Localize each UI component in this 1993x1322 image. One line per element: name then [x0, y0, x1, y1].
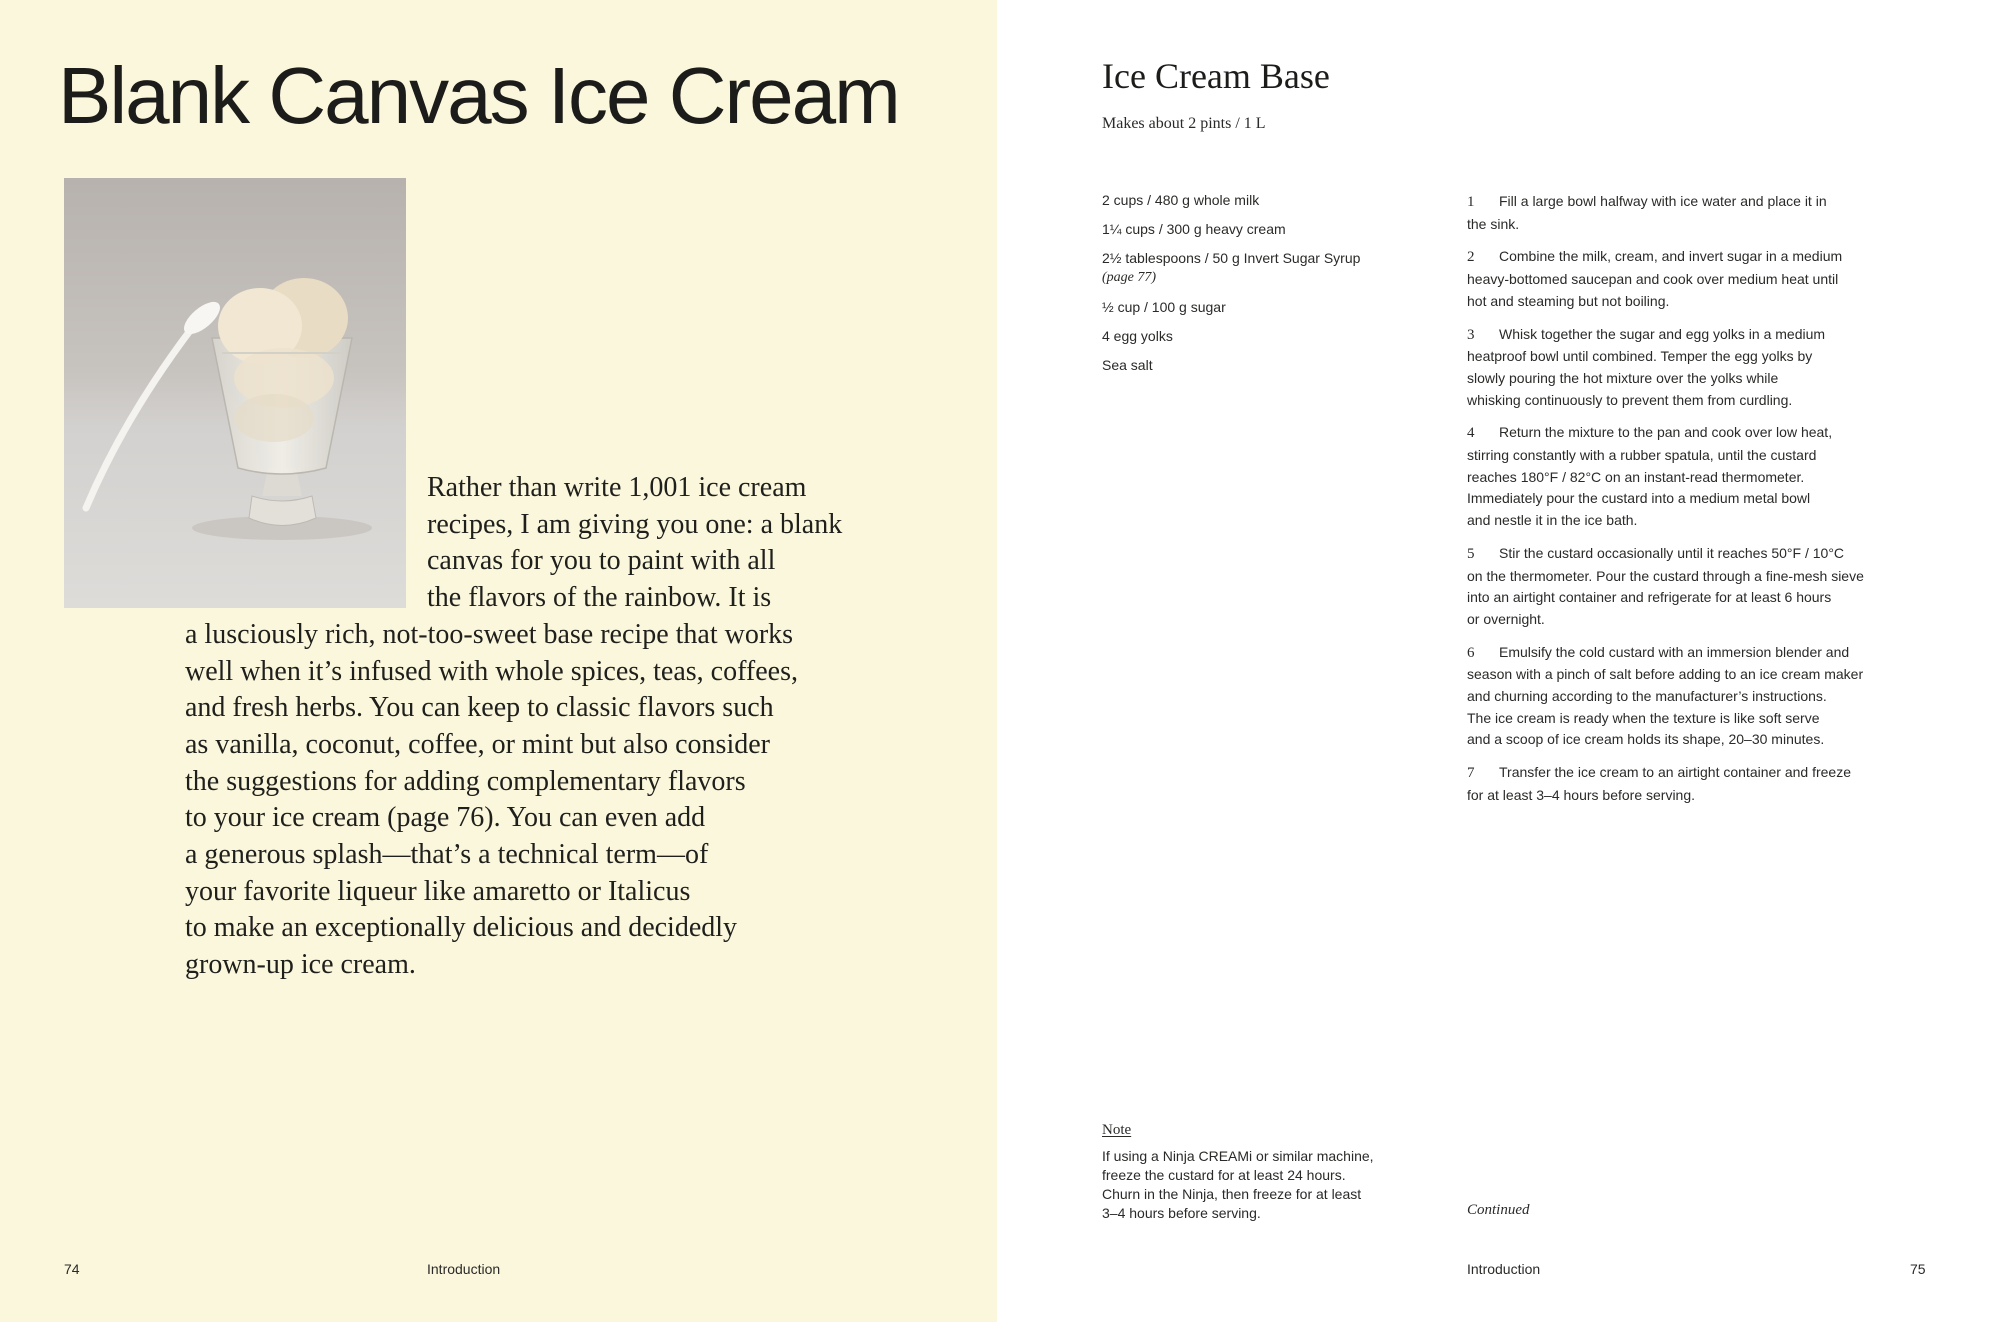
intro-line: a generous splash—that’s a technical term—of: [185, 839, 709, 871]
method-step: [1467, 642, 1937, 752]
step-line: and a scoop of ice cream holds its shape, 20–30 minutes.: [1467, 731, 1825, 748]
section-label-right: Introduction: [1467, 1261, 1541, 1277]
method-step: [1467, 246, 1937, 312]
note-line: freeze the custard for at least 24 hours.: [1102, 1167, 1346, 1183]
step-line: Immediately pour the custard into a medium metal bowl: [1467, 490, 1811, 507]
page-title: Blank Canvas Ice Cream: [58, 51, 899, 140]
step-line: and nestle it in the ice bath.: [1467, 512, 1638, 529]
intro-line: canvas for you to paint with all: [427, 545, 776, 577]
ingredient-text: 2½ tablespoons / 50 g Invert Sugar Syrup: [1102, 250, 1361, 266]
intro-line: to your ice cream (page 76). You can even add: [185, 802, 706, 834]
intro-line: well when it’s infused with whole spices, teas, coffees,: [185, 655, 799, 687]
step-number: 4: [1467, 425, 1475, 442]
intro-line: recipes, I am giving you one: a blank: [427, 508, 843, 540]
step-number: 3: [1467, 326, 1475, 343]
note-line: Churn in the Ninja, then freeze for at least: [1102, 1186, 1362, 1202]
step-number: 5: [1467, 545, 1475, 562]
intro-line: as vanilla, coconut, coffee, or mint but also consider: [185, 728, 770, 760]
step-number: 1: [1467, 194, 1475, 210]
intro-line: your favorite liqueur like amaretto or Italicus: [185, 875, 691, 907]
intro-line: and fresh herbs. You can keep to classic flavors such: [185, 692, 774, 724]
step-line: Return the mixture to the pan and cook over low heat,: [1499, 424, 1833, 441]
ingredient-item: 1¼ cups / 300 g heavy cream: [1102, 221, 1286, 237]
ingredient-item: ½ cup / 100 g sugar: [1102, 299, 1226, 315]
intro-line: a lusciously rich, not-too-sweet base recipe that works: [185, 618, 794, 650]
intro-line: the suggestions for adding complementary flavors: [185, 765, 746, 797]
step-line: slowly pouring the hot mixture over the yolks while: [1467, 369, 1779, 386]
section-label-left: Introduction: [427, 1261, 501, 1277]
step-line: stirring constantly with a rubber spatula, until the custard: [1467, 447, 1817, 464]
step-number: 2: [1467, 249, 1475, 266]
method-steps: [1467, 191, 1937, 818]
step-line: Fill a large bowl halfway with ice water and place it in: [1499, 193, 1827, 209]
step-line: season with a pinch of salt before adding to an ice cream maker: [1467, 666, 1864, 683]
intro-line: the flavors of the rainbow. It is: [427, 582, 772, 614]
note-line: 3–4 hours before serving.: [1102, 1205, 1261, 1221]
step-line: Combine the milk, cream, and invert sugar in a medium: [1499, 248, 1843, 265]
continued-label: Continued: [1467, 1202, 1530, 1218]
ingredient-item: 2 cups / 480 g whole milk: [1102, 192, 1260, 208]
right-page: [997, 0, 1993, 1322]
intro-line: to make an exceptionally delicious and decidedly: [185, 912, 738, 944]
intro-paragraph: [185, 470, 905, 984]
step-line: whisking continuously to prevent them from curdling.: [1467, 391, 1793, 408]
note-label: Note: [1102, 1122, 1132, 1138]
method-step: [1467, 324, 1937, 412]
step-line: hot and steaming but not boiling.: [1467, 292, 1670, 309]
intro-line: Rather than write 1,001 ice cream: [427, 472, 807, 503]
recipe-title: Ice Cream Base: [1102, 56, 1330, 96]
intro-line: grown-up ice cream.: [185, 949, 416, 981]
step-line: Whisk together the sugar and egg yolks in a medium: [1499, 325, 1826, 342]
note-text: [1102, 1147, 1412, 1223]
ingredients-list: [1102, 191, 1402, 385]
page-number-left: 74: [64, 1261, 80, 1277]
recipe-yield: Makes about 2 pints / 1 L: [1102, 115, 1266, 132]
step-line: Stir the custard occasionally until it reaches 50°F / 10°C: [1499, 544, 1845, 561]
ingredient-item: Sea salt: [1102, 357, 1153, 373]
ingredient-item: [1102, 249, 1402, 287]
step-line: the sink.: [1467, 215, 1520, 232]
step-line: Transfer the ice cream to an airtight container and freeze: [1499, 764, 1851, 781]
step-line: and churning according to the manufacturer’s instructions.: [1467, 688, 1827, 705]
step-number: 7: [1467, 765, 1475, 782]
step-line: The ice cream is ready when the texture is like soft serve: [1467, 709, 1820, 726]
page-number-right: 75: [1910, 1261, 1926, 1277]
ingredient-item: 4 egg yolks: [1102, 328, 1173, 344]
step-line: on the thermometer. Pour the custard through a fine-mesh sieve: [1467, 567, 1864, 584]
method-step: [1467, 762, 1937, 806]
method-step: [1467, 543, 1937, 631]
step-line: Emulsify the cold custard with an immersion blender and: [1499, 643, 1850, 660]
step-line: heatproof bowl until combined. Temper the egg yolks by: [1467, 348, 1813, 365]
note-line: If using a Ninja CREAMi or similar machine,: [1102, 1148, 1374, 1164]
method-step: [1467, 422, 1937, 532]
step-line: into an airtight container and refrigerate for at least 6 hours: [1467, 589, 1832, 606]
step-line: for at least 3–4 hours before serving.: [1467, 786, 1696, 803]
step-line: heavy-bottomed saucepan and cook over medium heat until: [1467, 271, 1839, 288]
step-number: 6: [1467, 644, 1475, 661]
ingredient-page-ref: (page 77): [1102, 270, 1157, 285]
method-step: [1467, 191, 1937, 235]
step-line: reaches 180°F / 82°C on an instant-read thermometer.: [1467, 468, 1805, 485]
step-line: or overnight.: [1467, 610, 1545, 627]
